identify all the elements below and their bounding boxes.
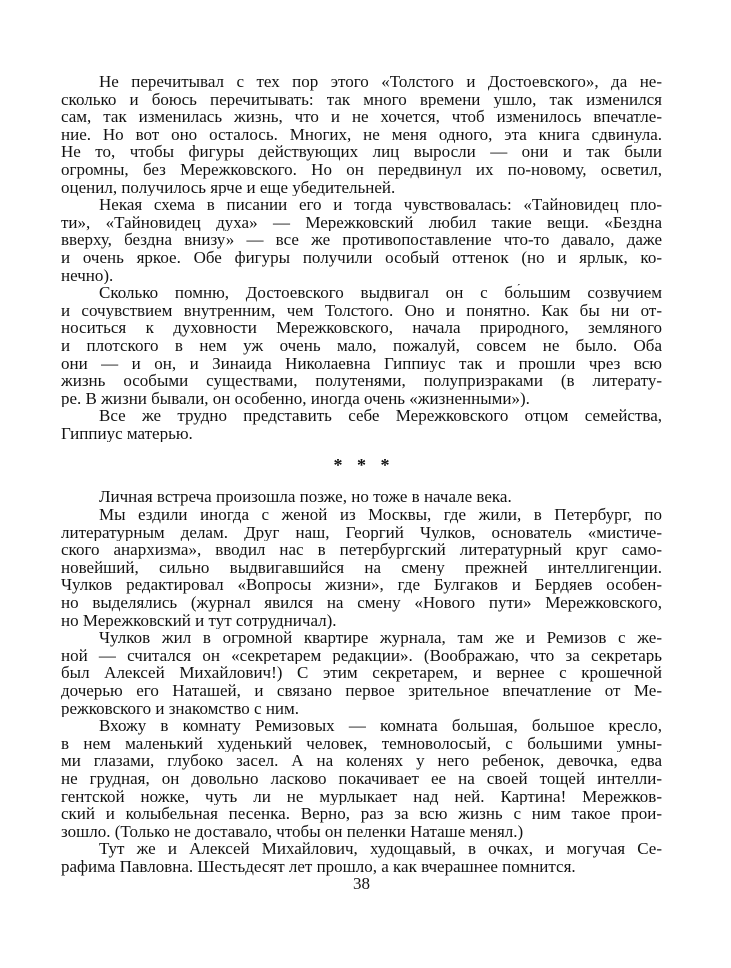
text-line: режковского и знакомство с ним. [61,699,300,718]
text-line: Некая схема в писании его и тогда чувствовалась: «Тайновидец пло- [99,196,662,214]
text-line: Не то, чтобы фигуры действующих лиц выросли — они и так были [61,143,662,161]
text-line: Чулков жил в огромной квартире журнала, там же и Ремизов с же- [99,629,662,647]
text-line: ми глазами, глубоко засел. А на коленях у него ребенок, девочка, едва [61,752,662,770]
text-line: Сколько помню, Достоевского выдвигал он с бо́льшим созвучием [99,284,662,302]
text-line: Тут же и Алексей Михайлович, худощавый, в очках, и могучая Се- [99,840,662,858]
text-line: и плотского в нем уж очень мало, пожалуй, совсем не было. Оба [61,336,662,355]
text-line: оценил, получилось ярче и еще убедительней. [61,178,396,197]
text-line: рафима Павловна. Шестьдесят лет прошло, а как вчерашнее помнится. [61,857,576,876]
text-line: литературным делам. Друг наш, Георгий Чулков, основатель «мистиче- [61,523,662,542]
text-line: Чулков редактировал «Вопросы жизни», где Булгаков и Бердяев особен- [61,576,662,595]
text-line: носиться к духовности Мережковского, начала природного, земляного [61,319,662,337]
text-line: сколько и боюсь перечитывать: так много времени ушло, так изменился [61,90,662,109]
text-line: Не перечитывал с тех пор этого «Толстого и Достоевского», да не- [99,73,662,91]
text-line: ной — считался он «секретарем редакции». (Воображаю, что за секретарь [61,646,662,665]
text-line: и сочувствием внутренним, чем Толстого. Оно и понятно. Как бы ни от- [61,301,662,320]
text-line: дочерью его Наташей, и связано первое зрительное впечатление от Ме- [61,682,662,700]
text-line: новейший, сильно выдвигавшийся на смену прежней интеллигенции. [61,558,662,577]
text-line: Мы ездили иногда с женой из Москвы, где жили, в Петербург, по [99,506,662,524]
text-line: гентской ножке, чуть ли не мурлыкает над ней. Картина! Мережков- [61,787,662,806]
text-line: нечно). [61,266,114,285]
text-line: вверху, бездна внизу» — все же противопоставление что-то давало, даже [61,231,662,249]
text-line: они — и он, и Зинаида Николаевна Гиппиус так и прошли чрез всю [61,354,662,373]
text-line: ре. В жизни бывали, он особенно, иногда очень «жизненными»). [61,389,530,408]
text-line: был Алексей Михайлович!) С этим секретарем, и вернее с крошечной [61,664,662,682]
section-separator: * * * [333,455,390,476]
text-line: Гиппиус матерью. [61,424,193,443]
text-line: Вхожу в комнату Ремизовых — комната большая, большое кресло, [99,717,662,735]
text-line: ский и колыбельная песенка. Верно, раз за всю жизнь с ним такое прои- [61,805,662,823]
text-line: но Мережковский и тут сотрудничал). [61,611,337,630]
text-line: ского анархизма», вводил нас в петербургский литературный круг само- [61,541,662,559]
text-line: и очень яркое. Обе фигуры получили особый оттенок (но и ярлык, ко- [61,248,662,267]
text-line: Все же трудно представить себе Мережковского отцом семейства, [99,407,662,425]
text-block [61,73,662,876]
text-line: Личная встреча произошла позже, но тоже в начале века. [99,488,512,507]
page-number: 38 [353,874,370,893]
text-line: жизнь особыми существами, полутенями, полупризраками (в литерату- [61,372,662,390]
text-line: но выделялись (журнал явился на смену «Нового пути» Мережковского, [61,594,662,612]
text-line: не грудная, он довольно ласково покачивает ее на своей тощей интелли- [61,769,662,788]
text-line: огромны, без Мережковского. Но он передвинул их по-новому, осветил, [61,160,662,179]
text-line: в нем маленький худенький человек, темноволосый, с большими умны- [61,734,662,753]
text-line: сам, так изменилась жизнь, что и не хочется, чтоб изменилось впечатле- [61,108,662,126]
text-line: зошло. (Только не доставало, чтобы он пеленки Наташе менял.) [61,822,524,841]
text-line: ние. Но вот оно осталось. Многих, не меня одного, эта книга сдвинула. [61,125,662,144]
text-line: ти», «Тайновидец духа» — Мережковский любил такие вещи. «Бездна [61,213,662,232]
